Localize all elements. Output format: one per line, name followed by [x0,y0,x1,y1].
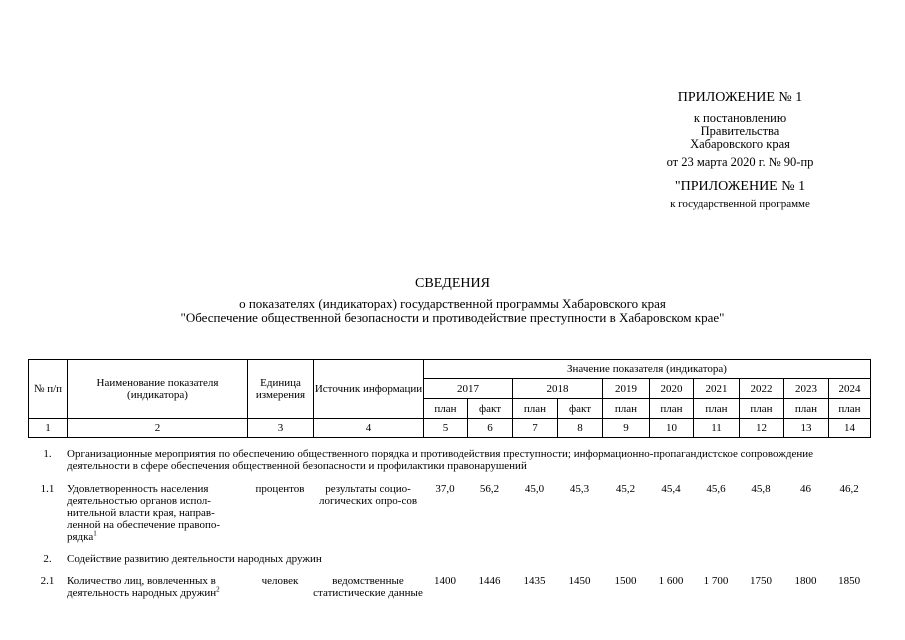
header-unit: Единица измерения [248,360,314,419]
section-number: 1. [43,448,52,460]
header-plan: план [424,399,468,419]
indicators-table-header [28,359,871,438]
column-number: 8 [558,419,603,438]
header-fact: факт [468,399,513,419]
value-cell: 1450 [568,575,591,587]
source: ведомственные статистические данные [313,575,423,599]
column-number: 4 [314,419,424,438]
document-title: СВЕДЕНИЯ [415,276,490,291]
unit: человек [261,575,299,587]
value-cell: 1400 [434,575,456,587]
value-cell: 46 [800,483,811,495]
column-number: 5 [424,419,468,438]
value-cell: 45,4 [661,483,681,495]
indicator-name-text: Количество лиц, вовлеченных в деятельность народных дружин [67,575,217,599]
column-number: 1 [29,419,68,438]
value-cell: 1 700 [703,575,729,587]
value-cell: 37,0 [435,483,455,495]
column-number: 11 [694,419,740,438]
appendix-reference [640,112,840,151]
indicator-name [67,565,247,599]
value-cell: 1 600 [658,575,684,587]
row-number: 1.1 [40,483,55,495]
appendix-title: ПРИЛОЖЕНИЕ № 1 [677,90,803,105]
value-cell: 1446 [478,575,501,587]
header-year: 2019 [603,379,650,399]
column-number: 9 [603,419,650,438]
value-cell: 1500 [614,575,637,587]
appendix-date: от 23 марта 2020 г. № 90-пр [666,155,814,169]
document-subtitle: о показателях (индикаторах) государственной программы Хабаровского края [239,296,666,311]
row-number: 2.1 [40,575,55,587]
appendix-subtitle-2: к государственной программе [670,198,810,210]
footnote-mark: 2 [216,585,220,594]
appendix-line: Правительства [700,124,780,138]
header-year: 2017 [424,379,513,399]
value-cell: 45,3 [569,483,590,495]
header-plan: план [784,399,829,419]
source: результаты социо-логических опро-сов [318,483,418,507]
appendix-title-2: "ПРИЛОЖЕНИЕ № 1 [674,179,806,194]
header-plan: план [603,399,650,419]
header-fact: факт [558,399,603,419]
value-cell: 1435 [523,575,546,587]
header-year: 2020 [650,379,694,399]
header-year: 2023 [784,379,829,399]
section-title: Содействие развитию деятельности народных дружин [67,553,322,565]
header-indicator-name: Наименование показателя (индикатора) [68,360,248,419]
value-cell: 45,8 [751,483,771,495]
header-plan: план [740,399,784,419]
document-program-name: "Обеспечение общественной безопасности и противодействие преступности в Хабаровском крае" [180,310,725,325]
value-cell: 46,2 [839,483,859,495]
value-cell: 1850 [838,575,861,587]
header-plan: план [513,399,558,419]
section-number: 2. [43,553,52,565]
header-plan: план [650,399,694,419]
column-number: 14 [829,419,871,438]
indicators-table-body [28,445,870,599]
column-number: 12 [740,419,784,438]
value-cell: 1800 [794,575,817,587]
value-cell: 56,2 [479,483,500,495]
column-number: 13 [784,419,829,438]
value-cell: 45,6 [706,483,726,495]
section-title: Организационные мероприятия по обеспечению общественного порядка и противодействия преступности; информационно-пропагандистское сопровождение деятельности в сфере обеспечения общественной безопасности и профилактики правонарушений [67,448,813,472]
unit: процентов [255,483,305,495]
column-number: 3 [248,419,314,438]
header-plan: план [694,399,740,419]
header-year: 2021 [694,379,740,399]
table-row [28,472,870,543]
column-number: 7 [513,419,558,438]
indicator-name-text: Удовлетворенность населения деятельностью органов испол-нительной власти края, направ-ленной на обеспечение правопо-рядка [67,483,221,543]
indicator-name [67,472,247,543]
header-number: № п/п [29,360,68,419]
footnote-mark: 1 [93,529,97,538]
value-cell: 45,2 [615,483,636,495]
appendix-line: к постановлению [693,111,787,125]
header-year: 2018 [513,379,603,399]
section-row [28,445,870,472]
header-plan: план [829,399,871,419]
header-year: 2022 [740,379,784,399]
column-number: 6 [468,419,513,438]
header-year: 2024 [829,379,871,399]
value-cell: 1750 [750,575,772,587]
header-values: Значение показателя (индикатора) [424,360,871,379]
column-number: 2 [68,419,248,438]
column-number: 10 [650,419,694,438]
section-row [28,543,870,565]
header-source: Источник информации [314,360,424,419]
table-row [28,565,870,599]
appendix-line: Хабаровского края [690,137,790,151]
value-cell: 45,0 [524,483,545,495]
